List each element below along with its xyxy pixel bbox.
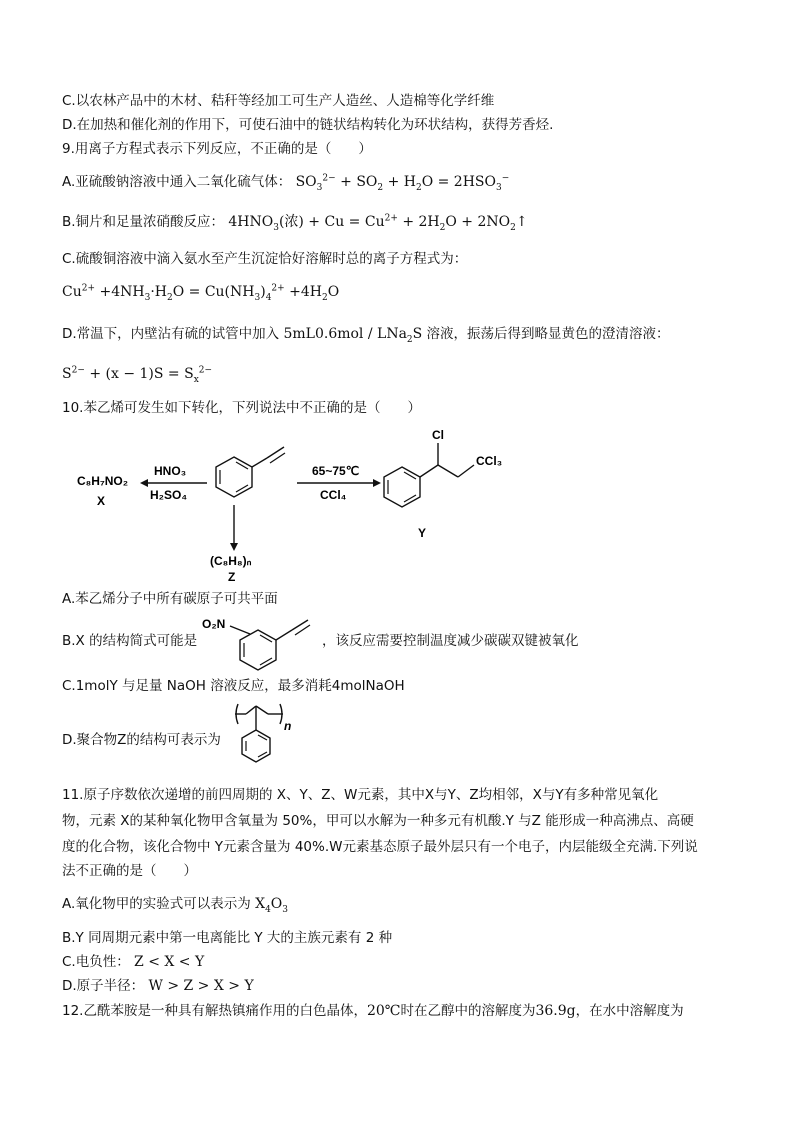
- q10-option-c: C.1molY 与足量 NaOH 溶液反应，最多消耗4molNaOH: [62, 678, 405, 694]
- q11-option-a: A.氧化物甲的实验式可以表示为 $X_4O_3$: [62, 896, 289, 915]
- q11d-text: D.原子半径：: [62, 978, 145, 994]
- q11a-formula: X: [255, 896, 266, 912]
- x-formula: C₈H₇NO₂: [77, 474, 129, 488]
- q9b-equation: $4HNO_3$(浓) + $Cu = Cu^{2+} + 2H_2O$ + $2NO_2↑$: [228, 213, 528, 233]
- q9a-equation: $SO_3^{2-} + SO_2 + H_2O = 2HSO_3^-$: [295, 173, 510, 193]
- polystyrene-structure: [232, 700, 292, 774]
- q12-text-5: ，在水中溶解度为: [575, 1003, 684, 1019]
- q9-option-b: [62, 213, 528, 231]
- option-c-prev: C.以农林产品中的木材、秸秆等经加工可生产人造丝、人造棉等化学纤维: [62, 93, 495, 109]
- question-11-line-2: 物，元素 X的某种氧化物甲含氧量为 50%，甲可以水解为一种多元有机酸.Y 与Z 能形成一种高沸点、高硬: [62, 813, 694, 829]
- styrene-reaction-scheme: [62, 425, 532, 585]
- d-subscript-n: n: [284, 719, 292, 733]
- q9c-water: +4H: [289, 284, 323, 300]
- q9-option-a: [62, 173, 509, 191]
- q9d-text-2: 溶液，振荡后得到略显黄色的澄清溶液：: [426, 326, 670, 342]
- styrene-molecule: [216, 447, 285, 497]
- question-11-line-4: 法不正确的是（ ）: [62, 863, 197, 879]
- q9c-equation: $Cu^{2+} +4NH_3\cdot H_2O = Cu(NH_3)_4^{2+} +4H_2O$: [62, 283, 340, 303]
- z-label: Z: [228, 570, 236, 584]
- q10-option-a: A.苯乙烯分子中所有碳原子可共平面: [62, 591, 278, 607]
- q11a-text: A.氧化物甲的实验式可以表示为: [62, 896, 251, 912]
- q10b-text-1: B.X 的结构简式可能是: [62, 633, 198, 649]
- question-10: 10.苯乙烯可发生如下转化，下列说法中不正确的是（ ）: [62, 400, 421, 416]
- reagent-temp: 65~75℃: [312, 464, 360, 478]
- q12-text-1: 12.乙酰苯胺是一种具有解热镇痛作用的白色晶体，: [62, 1003, 367, 1019]
- question-11-line-3: 度的化合物，该化合物中 Y元素含量为 40%.W元素基态原子最外层只有一个电子，内层能级全充满.下列说: [62, 839, 698, 855]
- q11-option-b: B.Y 同周期元素中第一电离能比 Y 大的主族元素有 2 种: [62, 930, 393, 946]
- x-label: X: [97, 494, 106, 508]
- z-formula: (C₈H₈)ₙ: [210, 554, 252, 568]
- y-molecule: [384, 443, 474, 507]
- q11-option-d: [62, 977, 254, 995]
- q10-option-b: [62, 632, 197, 650]
- question-12: [62, 1002, 684, 1020]
- q11c-text: C.电负性：: [62, 954, 130, 970]
- q12-text-3: 时在乙醇中的溶解度为: [400, 1003, 536, 1019]
- reagent-h2so4: H₂SO₄: [150, 488, 188, 502]
- q9c-complex: Cu(NH: [204, 284, 255, 300]
- q11-option-c: [62, 953, 204, 971]
- q9d-equation: $S^{2-} + (x - 1)S = S_x^{2-}$: [62, 365, 213, 385]
- question-11-line-1: 11.原子序数依次递增的前四周期的 X、Y、Z、W元素，其中X与Y、Z均相邻，X与Y有多种常见氧化: [62, 787, 659, 803]
- option-d-prev: D.在加热和催化剂的作用下，可使石油中的链状结构转化为环状结构，获得芳香烃.: [62, 117, 554, 133]
- reagent-ccl4: CCl₄: [320, 488, 347, 502]
- q9-option-c: C.硫酸铜溶液中滴入氨水至产生沉淀恰好溶解时总的离子方程式为：: [62, 251, 468, 267]
- q9d-concentration: 5mL0.6mol / LNa: [283, 326, 407, 342]
- q9d-text-1: D.常温下，内壁沾有硫的试管中加入: [62, 326, 280, 342]
- reagent-hno3: HNO₃: [154, 464, 187, 478]
- q10b-text-2: ，该反应需要控制温度减少碳碳双键被氧化: [322, 633, 579, 649]
- q9-option-d: D.常温下，内壁沾有硫的试管中加入 5mL0.6mol / LNa$_2$S 溶液，振荡后得到略显黄色的澄清溶液：: [62, 326, 670, 345]
- q9a-text: A.亚硫酸钠溶液中通入二氧化硫气体：: [62, 174, 292, 190]
- y-cl: Cl: [432, 428, 444, 442]
- y-ccl3: CCl₃: [476, 454, 503, 468]
- y-label: Y: [418, 526, 427, 540]
- q11c-math: Z < X < Y: [134, 954, 205, 970]
- q9c-nh3: 4NH: [111, 284, 145, 300]
- arrow-right-head: [373, 479, 381, 487]
- b-no2-label: O₂N: [202, 617, 226, 631]
- q12-temp: 20℃: [366, 1003, 401, 1019]
- q10-option-d: D.聚合物Z的结构可表示为: [62, 732, 221, 748]
- arrow-left-head: [140, 479, 148, 487]
- question-9: 9.用离子方程式表示下列反应，不正确的是（ ）: [62, 141, 372, 157]
- arrow-down-head: [230, 543, 238, 551]
- q11d-math: W > Z > X > Y: [148, 978, 254, 994]
- q12-solubility: 36.9g: [535, 1003, 576, 1019]
- q9b-text: B.铜片和足量浓硝酸反应：: [62, 214, 225, 230]
- x-structure: [200, 612, 320, 672]
